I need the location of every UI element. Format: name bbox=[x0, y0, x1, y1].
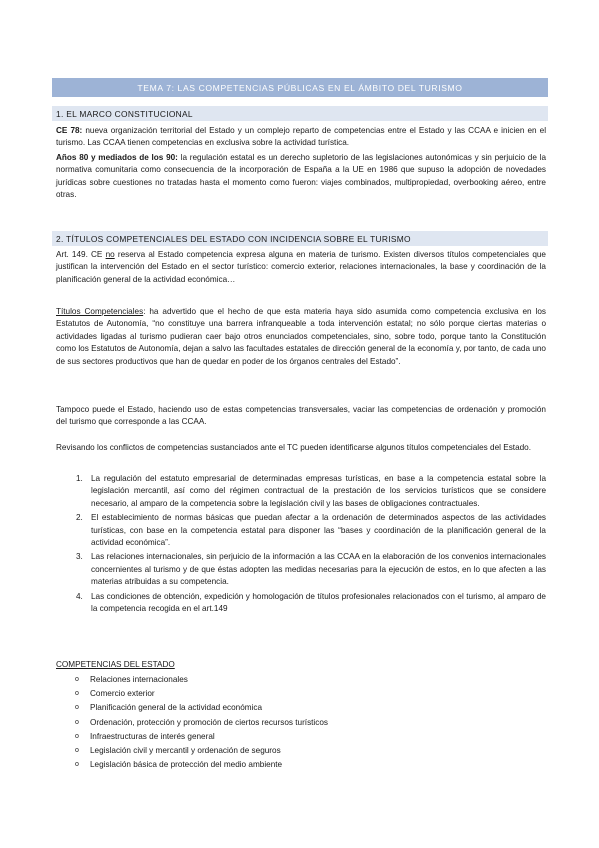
list-item: o Planificación general de la actividad económica bbox=[75, 703, 263, 713]
section-2-paragraph-2-text: : ha advertido que el hecho de que esta materia haya sido asumida como competencia exclusiva en los Estatutos de Autonomía, “no constituye una barrera infranqueable a toda intervención estatal; no sólo porque ciertas materias o actividades ligadas al turismo pudieran caer bajo otros enunciados competenciales, sino, sobre todo, porque tanto la Constitución como los Estatutos de Autonomía, dejan a salvo las facultades estatales de dirección general de la economía y, por tanto, de cada uno de sus sectores productivos que han de quedar en poder de los órganos centrales del Estado”. bbox=[56, 307, 546, 366]
section-1-heading: 1. EL MARCO CONSTITUCIONAL bbox=[52, 106, 548, 121]
list-item: 1. La regulación del estatuto empresarial de determinadas empresas turísticas, en base a la competencia estatal sobre la legislación mercantil, así como del régimen contractual de la prestación de los servicios turísticos que se considere necesario, al amparo de la competencia sobre la legislación civil y las bases de obligaciones contractuales. bbox=[76, 474, 546, 508]
section-2-paragraph-3: Tampoco puede el Estado, haciendo uso de estas competencias transversales, vaciar las competencias de ordenación y promoción del turismo que corresponde a las CCAA. bbox=[56, 405, 546, 427]
period-label: Años 80 y mediados de los 90: bbox=[56, 153, 178, 162]
list-item: o Infraestructuras de interés general bbox=[75, 731, 215, 741]
section-2-paragraph-1 bbox=[56, 249, 546, 286]
list-item: 3. Las relaciones internacionales, sin perjuicio de la información a las CCAA en la elaboración de los convenios internacionales concernientes al turismo y de que éstas adopten las medidas necesarias para la ejecución de estos, en lo que afecten a las materias atribuidas a su competencia. bbox=[76, 552, 546, 587]
titles-list bbox=[56, 473, 546, 617]
section-1-paragraph-1 bbox=[56, 125, 546, 150]
titulos-competenciales-label: Títulos Competenciales bbox=[56, 307, 144, 316]
competencias-list bbox=[56, 673, 546, 772]
section-2-paragraph-4: Revisando los conflictos de competencias sustanciados ante el TC pueden identificarse algunos títulos competenciales del Estado. bbox=[56, 443, 532, 452]
list-item: 4. Las condiciones de obtención, expedición y homologación de títulos profesionales relacionados con el turismo, al amparo de la competencia recogida en el art.149 bbox=[76, 591, 546, 614]
list-item: o Ordenación, protección y promoción de ciertos recursos turísticos bbox=[75, 717, 328, 727]
section-3-heading: COMPETENCIAS DEL ESTADO bbox=[56, 660, 175, 669]
document-title: TEMA 7: LAS COMPETENCIAS PÚBLICAS EN EL ÁMBITO DEL TURISMO bbox=[52, 78, 548, 97]
list-item: o Legislación básica de protección del medio ambiente bbox=[75, 760, 283, 770]
section-2-heading: 2. TÍTULOS COMPETENCIALES DEL ESTADO CON INCIDENCIA SOBRE EL TURISMO bbox=[52, 231, 548, 246]
list-item: o Relaciones internacionales bbox=[75, 675, 188, 684]
section-2-paragraph-1-text: reserva al Estado competencia expresa alguna en materia de turismo. Existen diversos títulos competenciales que justifican la intervención del Estado en el sector turístico: comercio exterior, relaciones internacionales, la base y coordinación de la planificación general de la actividad económica… bbox=[56, 250, 546, 284]
section-1-paragraph-2 bbox=[56, 152, 546, 202]
list-item: o Legislación civil y mercantil y ordenación de seguros bbox=[75, 746, 281, 756]
list-item: o Comercio exterior bbox=[75, 689, 155, 699]
art-149-text: Art. 149. CE bbox=[56, 250, 106, 259]
section-2-paragraph-2 bbox=[56, 306, 546, 368]
ce78-label: CE 78: bbox=[56, 126, 83, 135]
negation-word: no bbox=[105, 250, 115, 259]
section-1-paragraph-2-text: la regulación estatal es un derecho supletorio de las legislaciones autonómicas y sin perjuicio de la normativa comunitaria como consecuencia de la incorporación de España a la UE en 1986 que supuso la adopción de novedades jurídicas sobre cuestiones no tratadas hasta el momento como fueron: viajes combinados, multipropiedad, overbooking aéreo, entre otras. bbox=[56, 153, 546, 200]
list-item: 2. El establecimiento de normas básicas que puedan afectar a la ordenación de determinados aspectos de las actividades turísticas, con base en la competencia estatal para disponer las “bases y coordinación de la planificación general de la actividad económica”. bbox=[76, 513, 546, 548]
section-1-paragraph-1-text: nueva organización territorial del Estado y un complejo reparto de competencias entre el Estado y las CCAA e inicien en el turismo. Las CCAA tienen competencias en exclusiva sobre la actividad turística. bbox=[56, 126, 547, 148]
